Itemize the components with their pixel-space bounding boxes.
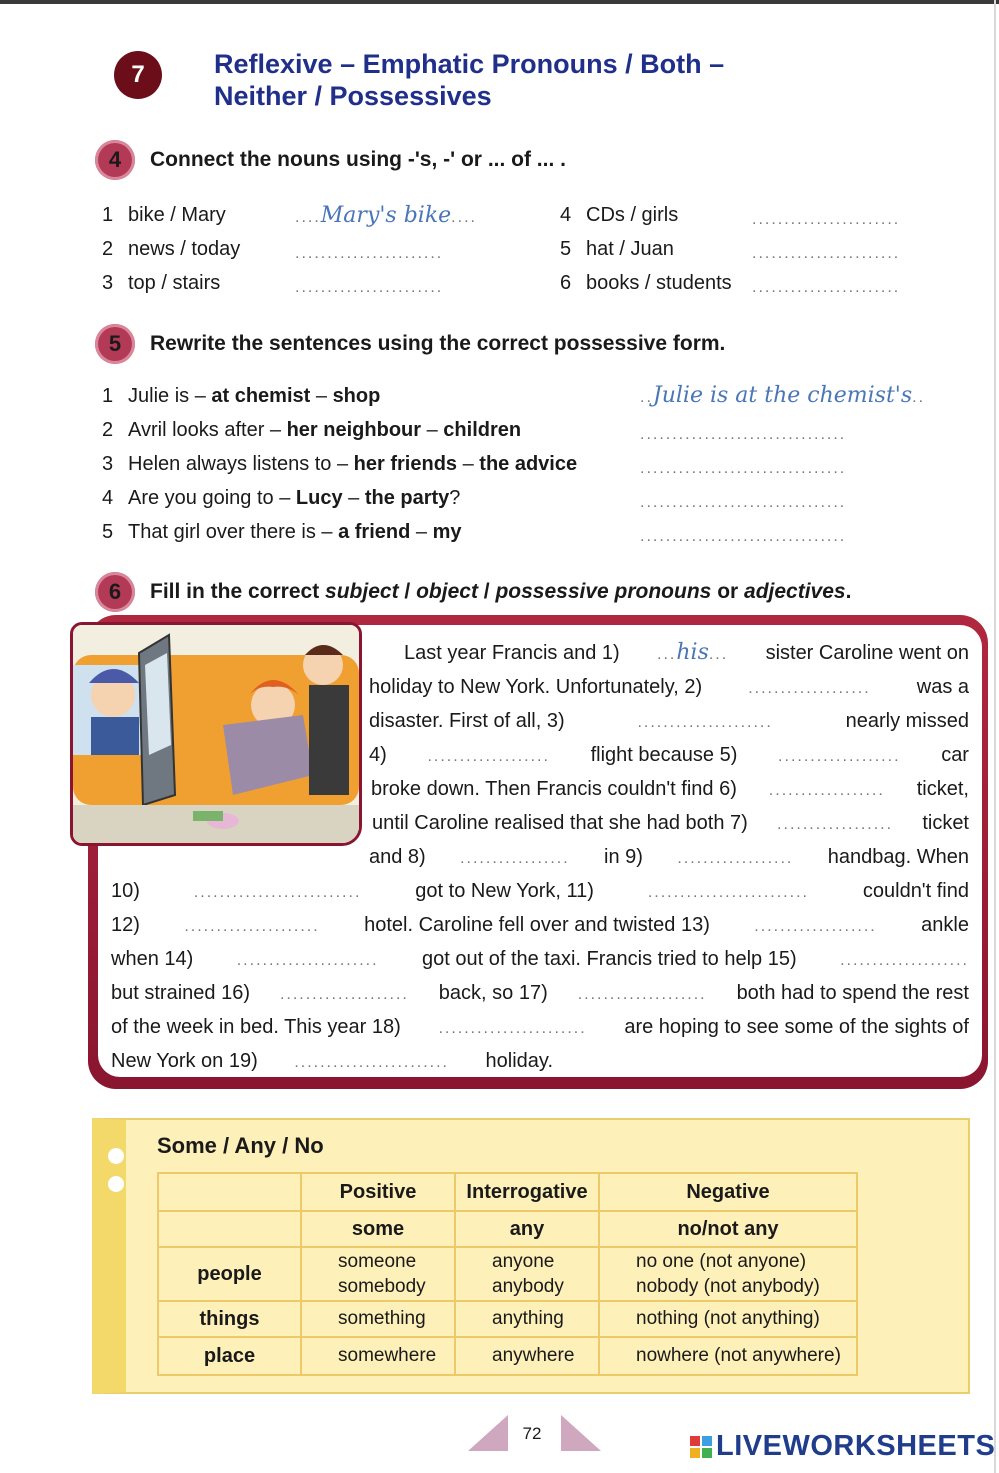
binder-hole: [108, 1148, 124, 1164]
passage-text: holiday.: [485, 1050, 553, 1072]
passage-text: 10): [111, 880, 140, 902]
ex5-answer-2[interactable]: ................................: [640, 426, 847, 443]
table-row: [158, 1337, 857, 1375]
item-text: Julie is –: [128, 385, 212, 407]
passage-line-13: [111, 1044, 553, 1080]
gap-14[interactable]: ......................: [236, 952, 379, 969]
passage-text: holiday to New York. Unfortunately, 2): [369, 676, 703, 698]
passage-text: ankle: [921, 914, 969, 936]
gap-11[interactable]: .........................: [647, 884, 809, 901]
item-dash: –: [342, 487, 365, 509]
item-number: 6: [560, 272, 572, 294]
passage-text: handbag. When: [827, 846, 969, 868]
item-bold-word: the advice: [479, 453, 578, 475]
title-part: or: [711, 580, 745, 603]
cell-interrogative: anywhere: [455, 1337, 599, 1375]
title-part: object: [416, 580, 478, 603]
passage-line-3: [369, 704, 969, 740]
exercise-4-number: 4: [108, 147, 122, 172]
ex5-answer-1[interactable]: ..Julie is at the chemist's..: [640, 383, 926, 408]
item-number: 5: [560, 238, 572, 260]
item-bold-word: shop: [332, 385, 381, 407]
passage-text: broke down. Then Francis couldn't find 6): [371, 778, 737, 800]
cell-negative: [599, 1247, 857, 1301]
passage-text: when 14): [111, 948, 194, 970]
passage-line-7: [369, 840, 969, 876]
grammar-title: Some / Any / No: [157, 1133, 324, 1158]
passage-text: Last year Francis and 1): [404, 642, 620, 664]
cell-positive: [301, 1247, 455, 1301]
header-negative: Negative: [599, 1173, 857, 1211]
exercise-5-number: 5: [108, 331, 122, 356]
cell-word: anybody: [492, 1276, 564, 1297]
item-bold-word: her neighbour: [286, 419, 422, 441]
table-row: [158, 1247, 857, 1301]
liveworksheets-brand: LIVEWORKSHEETS: [716, 1430, 996, 1462]
handwritten-answer: Mary's bike: [320, 203, 452, 228]
title-part: Fill in the correct: [150, 580, 326, 603]
gap-1[interactable]: ...his...: [657, 640, 729, 665]
passage-text: of the week in bed. This year 18): [111, 1016, 401, 1038]
exercise-5-title: Rewrite the sentences using the correct possessive form.: [150, 332, 726, 355]
item-bold-word: children: [443, 419, 522, 441]
gap-18[interactable]: .......................: [438, 1020, 587, 1037]
passage-line-2: [369, 670, 969, 706]
empty-header-cell: [158, 1173, 301, 1211]
passage-line-10: [111, 942, 969, 978]
page-number: 72: [522, 1424, 542, 1443]
passage-line-4: [369, 738, 969, 774]
passage-line-12: [111, 1010, 969, 1046]
cell-word: nobody (not anybody): [636, 1276, 820, 1297]
gap-10[interactable]: ..........................: [193, 884, 362, 901]
item-number: 1: [102, 385, 114, 407]
item-number: 4: [102, 487, 114, 509]
item-text: Helen always listens to –: [128, 453, 354, 475]
passage-text: got out of the taxi. Francis tried to help 15): [421, 948, 797, 970]
passage-text: ticket: [922, 812, 969, 834]
item-end: ?: [449, 487, 461, 509]
ex4-answer-6[interactable]: .......................: [752, 279, 901, 296]
item-text: top / stairs: [128, 272, 221, 294]
passage-text: both had to spend the rest: [736, 982, 969, 1004]
gap-9[interactable]: ..................: [677, 850, 794, 867]
item-text: Avril looks after –: [128, 419, 287, 441]
item-text: books / students: [586, 272, 732, 294]
handwritten-answer: his: [676, 640, 709, 665]
passage-line-8: [111, 874, 969, 910]
liveworksheets-logo-icon: [690, 1434, 714, 1462]
item-text: That girl over there is –: [128, 521, 339, 543]
item-bold-word: Lucy: [295, 487, 343, 509]
title-part: adjectives: [744, 580, 846, 603]
item-dash: –: [457, 453, 480, 475]
gap-16[interactable]: ....................: [279, 986, 409, 1003]
item-dash: –: [421, 419, 444, 441]
gap-2[interactable]: ...................: [748, 680, 871, 697]
passage-text: sister Caroline went on: [765, 642, 969, 664]
subheader-some: some: [301, 1211, 455, 1247]
ex4-answer-5[interactable]: .......................: [752, 245, 901, 262]
row-label: people: [158, 1247, 301, 1301]
item-number: 5: [102, 521, 114, 543]
item-dash: –: [410, 521, 433, 543]
passage-line-1: [404, 636, 969, 672]
title-part: .: [845, 580, 852, 603]
item-number: 2: [102, 238, 114, 260]
item-text: hat / Juan: [586, 238, 674, 260]
item-text: Are you going to –: [128, 487, 296, 509]
item-bold-word: her friends: [353, 453, 458, 475]
passage-line-6: [372, 806, 969, 842]
item-number: 1: [102, 204, 114, 226]
item-number: 3: [102, 453, 114, 475]
cell-positive: something: [301, 1301, 455, 1337]
passage-text: got to New York, 11): [415, 880, 594, 902]
passage-text: but strained 16): [111, 982, 250, 1004]
passage-line-9: [111, 908, 969, 944]
handwritten-answer: Julie is at the chemist's: [652, 383, 913, 408]
unit-title-line-1: Reflexive – Emphatic Pronouns / Both –: [214, 49, 725, 79]
subheader-no: no/not any: [599, 1211, 857, 1247]
item-bold-word: my: [432, 521, 462, 543]
passage-text: nearly missed: [845, 710, 969, 732]
item-bold-word: the party: [364, 487, 450, 509]
item-text: CDs / girls: [586, 204, 679, 226]
item-number: 4: [560, 204, 572, 226]
passage-text: back, so 17): [438, 982, 548, 1004]
exercise-4-title: Connect the nouns using -'s, -' or ... of ... .: [150, 148, 566, 171]
cell-word: anyone: [492, 1251, 555, 1272]
gap-6[interactable]: ..................: [768, 782, 885, 799]
table-row: [158, 1301, 857, 1337]
item-number: 2: [102, 419, 114, 441]
cell-word: someone: [338, 1251, 417, 1272]
ex4-answer-4[interactable]: .......................: [752, 211, 901, 228]
gap-7[interactable]: ..................: [777, 816, 894, 833]
header-interrogative: Interrogative: [455, 1173, 599, 1211]
item-number: 3: [102, 272, 114, 294]
ex5-answer-3[interactable]: ................................: [640, 460, 847, 477]
grammar-table: [157, 1172, 858, 1376]
gap-5[interactable]: ...................: [778, 748, 901, 765]
cell-interrogative: [455, 1247, 599, 1301]
passage-line-5: [371, 772, 969, 808]
passage-text: car: [941, 744, 969, 766]
empty-subheader-cell: [158, 1211, 301, 1247]
passage-text: New York on 19): [111, 1050, 258, 1072]
ex4-answer-2[interactable]: .......................: [295, 245, 444, 262]
title-part: possessive pronouns: [495, 580, 712, 603]
title-part: /: [398, 580, 417, 603]
ex5-answer-4[interactable]: ................................: [640, 494, 847, 511]
cell-negative: nothing (not anything): [599, 1301, 857, 1337]
item-dash: –: [310, 385, 333, 407]
passage-text: was a: [916, 676, 969, 698]
passage-text: 4): [369, 744, 387, 766]
item-text: bike / Mary: [128, 204, 226, 226]
passage-text: hotel. Caroline fell over and twisted 13): [364, 914, 710, 936]
gap-19[interactable]: ........................: [294, 1054, 449, 1071]
passage-text: and 8): [369, 846, 426, 868]
page-corner-left: [468, 1415, 508, 1451]
gap-4[interactable]: ...................: [427, 748, 550, 765]
binder-hole: [108, 1176, 124, 1192]
logo-icon-drawing: [690, 1434, 714, 1462]
passage-line-11: [111, 976, 969, 1012]
cell-word: no one (not anyone): [636, 1251, 807, 1272]
unit-title-line-2: Neither / Possessives: [214, 81, 492, 111]
cell-word: somebody: [338, 1276, 426, 1297]
gap-17[interactable]: ....................: [577, 986, 707, 1003]
gap-12[interactable]: .....................: [184, 918, 320, 935]
item-text: news / today: [128, 238, 241, 260]
ex5-answer-5[interactable]: ................................: [640, 528, 847, 545]
subheader-any: any: [455, 1211, 599, 1247]
header-positive: Positive: [301, 1173, 455, 1211]
cell-interrogative: anything: [455, 1301, 599, 1337]
cell-negative: nowhere (not anywhere): [599, 1337, 857, 1375]
page-corner-right: [561, 1415, 601, 1451]
passage-text: disaster. First of all, 3): [369, 710, 565, 732]
gap-15[interactable]: ....................: [840, 952, 969, 969]
row-label: place: [158, 1337, 301, 1375]
unit-number: 7: [131, 61, 145, 88]
item-bold-word: at chemist: [211, 385, 311, 407]
passage-text: 12): [111, 914, 140, 936]
passage-text: ticket,: [916, 778, 969, 800]
passage-text: in 9): [604, 846, 643, 868]
passage-text: couldn't find: [862, 880, 969, 902]
passage-text: flight because 5): [590, 744, 738, 766]
exercise-6-number: 6: [108, 579, 122, 604]
gap-3[interactable]: .....................: [637, 714, 773, 731]
title-part: /: [477, 580, 496, 603]
ex4-answer-1[interactable]: ....Mary's bike....: [295, 203, 477, 228]
cell-positive: somewhere: [301, 1337, 455, 1375]
row-label: things: [158, 1301, 301, 1337]
passage-text: are hoping to see some of the sights of: [624, 1016, 969, 1038]
item-bold-word: a friend: [338, 521, 411, 543]
title-part: subject: [325, 580, 399, 603]
gap-13[interactable]: ...................: [754, 918, 877, 935]
ex4-answer-3[interactable]: .......................: [295, 279, 444, 296]
gap-8[interactable]: .................: [460, 850, 570, 867]
passage-text: until Caroline realised that she had both 7): [372, 812, 748, 834]
